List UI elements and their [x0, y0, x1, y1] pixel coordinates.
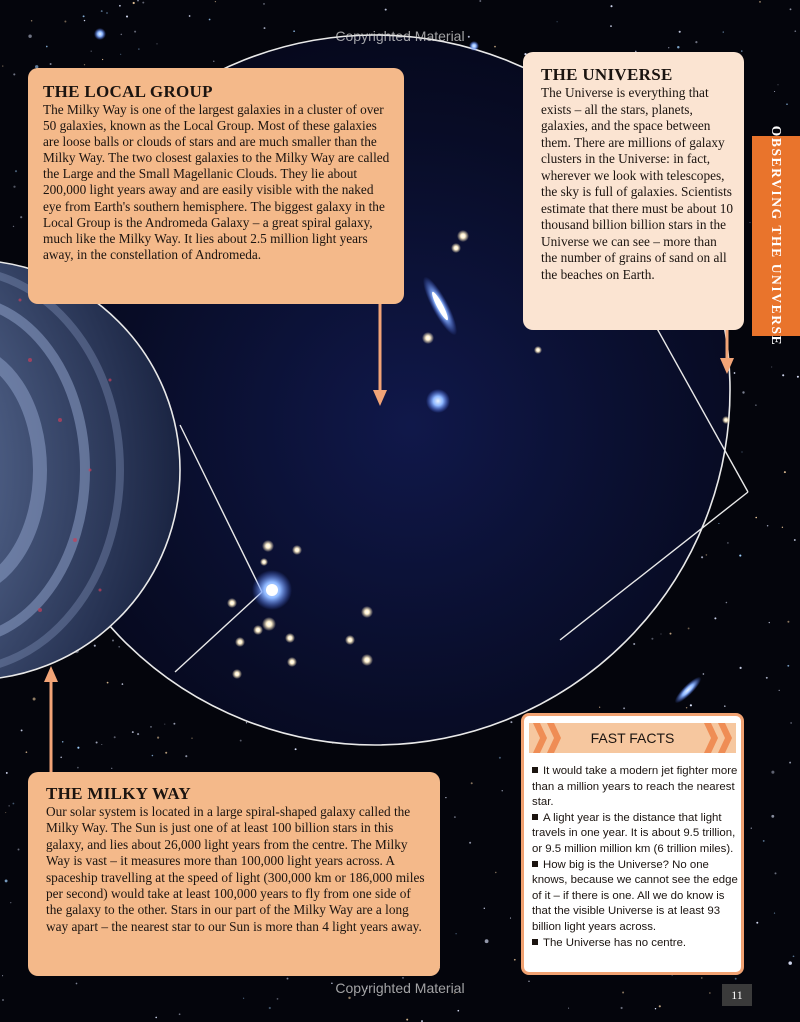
- milky-way-text: Our solar system is located in a large spiral-shaped galaxy called the Milky Way. The Sun is just one of at least 100 billion stars in this galaxy, and lies about 26,000 light years from the centre. The Milky Way is vast – it measures more than 100,000 light years across. A spaceship travelling at the speed of light (300,000 km or 186,000 miles per second) would take at least 100,000 years to fly from one side of the galaxy to the other. Stars in our part of the Milky Way are a long way apart – the nearest star to our Sun is more than 4 light years away.: [46, 804, 425, 934]
- local-group-text: The Milky Way is one of the largest galaxies in a cluster of over 50 galaxies, known as the Local Group. Most of these galaxies are loose balls or clouds of stars and are much smaller than the Milky Way. The two closest galaxies to the Milky Way are called the Large and the Small Magellanic Clouds. They lie about 200,000 light years away and are easily visible with the naked eye from Earth's southern hemisphere. The biggest galaxy in the Local Group is the Andromeda Galaxy – a great spiral galaxy, much like the Milky Way. It lies about 2.5 million light years away, in the constellation of Andromeda.: [43, 102, 390, 262]
- chevron-right-icon: [704, 723, 718, 753]
- local-group-box: [28, 68, 404, 304]
- fast-facts-list: [532, 764, 742, 951]
- fast-fact-item: The Universe has no centre.: [532, 936, 742, 952]
- milky-way-box: [28, 772, 440, 976]
- fast-facts-header: [529, 723, 736, 753]
- bullet-square-icon: [532, 814, 538, 820]
- universe-text: The Universe is everything that exists – all the stars, planets, galaxies, and the space between them. There are millions of galaxy clusters in the Universe: in fact, wherever we look with telescopes, the sky is full of galaxies. Scientists estimate that there must be about 10 thousand billion billion stars in the Universe we can see – more than the number of grains of sand on all the beaches on Earth.: [541, 85, 734, 282]
- section-tab-label: OBSERVING THE UNIVERSE: [769, 125, 784, 347]
- fast-fact-item: How big is the Universe? No one knows, because we cannot see the edge of it – if there is one. All we do know is that the visible Universe is at least 93 billion light years across.: [532, 858, 738, 933]
- section-tab: [752, 125, 800, 347]
- universe-title: THE UNIVERSE: [541, 65, 673, 84]
- watermark-bottom: Copyrighted Material: [335, 980, 465, 996]
- fast-fact-item: A light year is the distance that light travels in one year. It is about 9.5 trillion, or 9.5 million million km (6 trillion miles).: [532, 811, 736, 855]
- page-number: 11: [722, 984, 752, 1006]
- triangulum-galaxy: [426, 389, 450, 413]
- fast-facts-box: [521, 713, 744, 975]
- watermark-top: Copyrighted Material: [335, 28, 465, 44]
- fast-fact-item: It would take a modern jet fighter more than a million years to reach the nearest star.: [532, 765, 738, 809]
- bullet-square-icon: [532, 939, 538, 945]
- chevron-right-icon: [718, 723, 732, 753]
- bullet-square-icon: [532, 861, 538, 867]
- bullet-square-icon: [532, 767, 538, 773]
- milky-way-title: THE MILKY WAY: [46, 784, 191, 803]
- local-group-title: THE LOCAL GROUP: [43, 82, 213, 101]
- universe-box: [523, 52, 744, 330]
- fast-facts-title: FAST FACTS: [590, 730, 675, 746]
